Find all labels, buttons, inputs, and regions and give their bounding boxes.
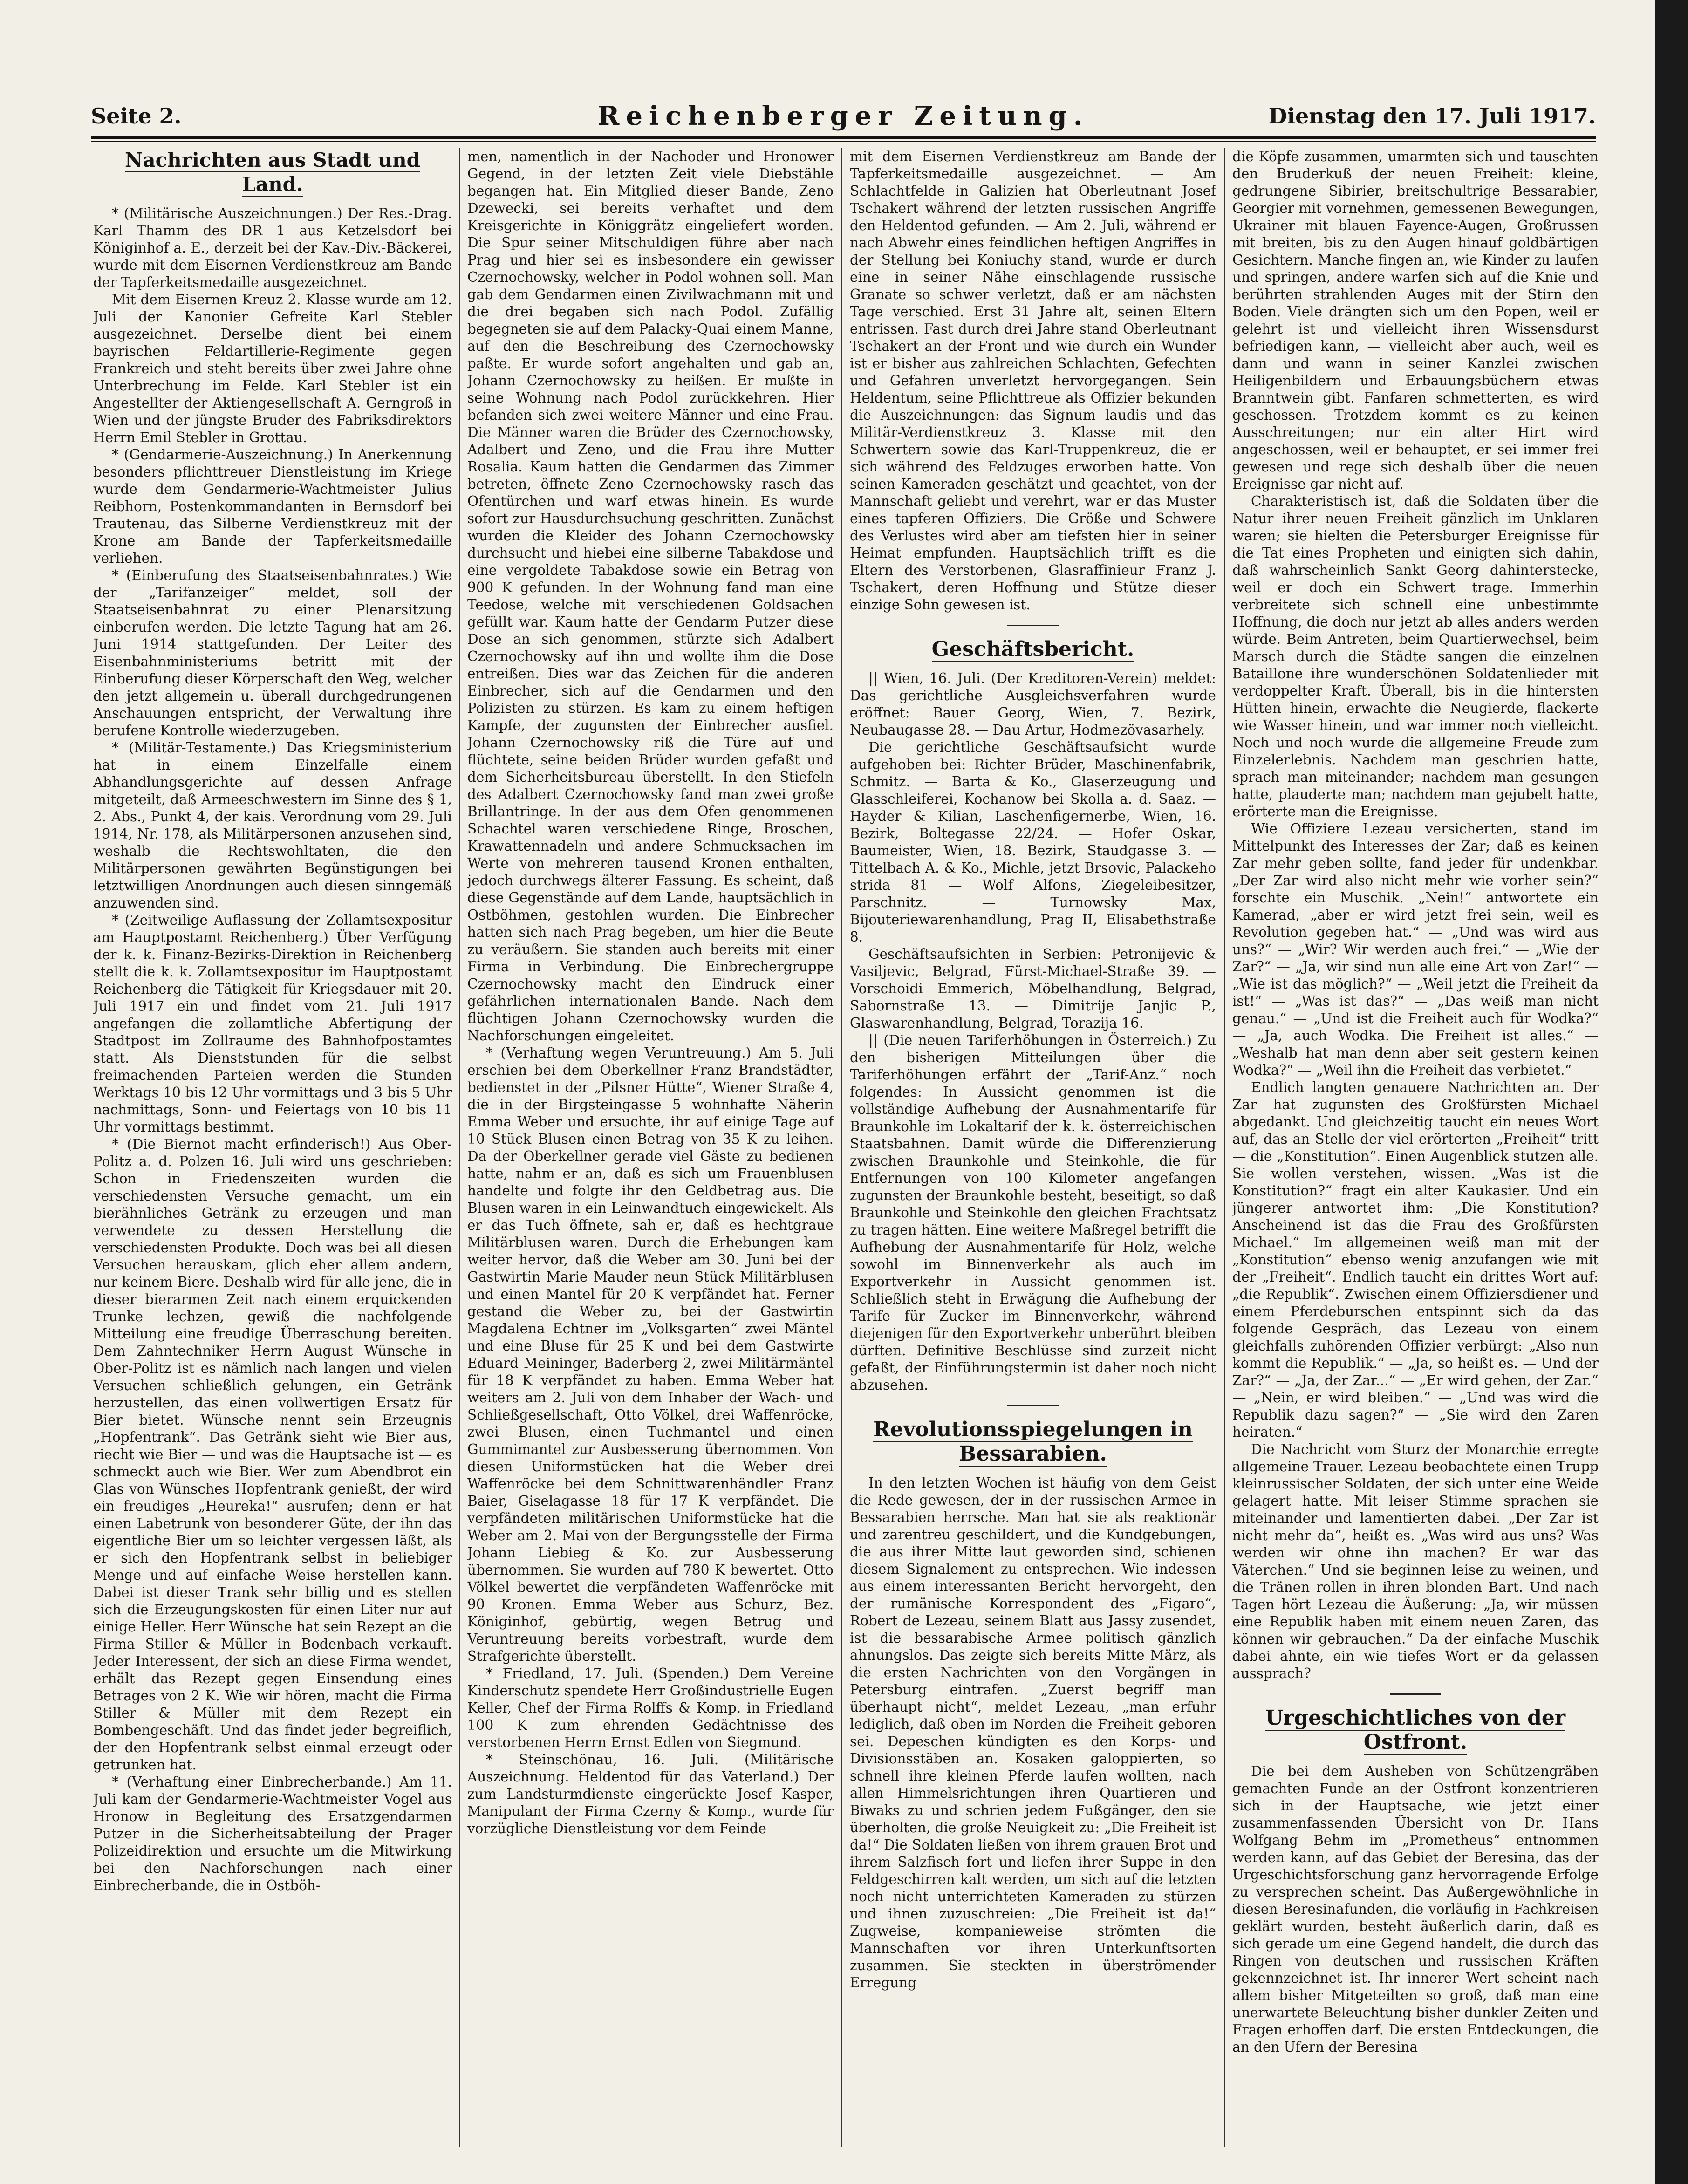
- column-divider: [1224, 148, 1225, 2147]
- column-divider: [459, 148, 460, 2147]
- article-paragraph: die Köpfe zusammen, umarmten sich und tauschten den Bruderkuß der neuen Freiheit: kleine, gedrungene Sibirier, breitschultrige Bessarabier, Georgier mit vornehmen, gemessenen Bewegungen, Ukrainer mit blauen Fayence-Augen, Großrussen mit breiten, bis zu den Augen hinauf goldbärtigen Gesichtern. Manche fingen an, wie Kinder zu laufen und springen, andere warfen sich auf die Knie und berührten strahlenden Auges mit der Stirn den Boden. Viele drängten sich um den Popen, weil er gelehrt ist und vielleicht ihren Wissensdurst befriedigen kann, — vielleicht aber auch, weil es dann und wann in seiner Kanzlei zwischen Heiligenbildern und Erbauungsbüchern etwas Branntwein gibt. Fanfaren schmetterten, es wird geschossen. Trotzdem kommt es zu keinen Ausschreitungen; nur ein alter Hirt wird angeschossen, weil er behauptet, er sei immer frei gewesen und rege sich deshalb über die neuen Ereignisse gar nicht auf.: [1232, 149, 1599, 492]
- article-paragraph: In den letzten Wochen ist häufig von dem Geist die Rede gewesen, der in der russischen Armee in Bessarabien herrsche. Man hat sie als reaktionär und zarentreu geschildert, und die Kundgebungen, die aus ihrer Mitte laut geworden sind, schienen diesem Signalement zu entsprechen. Wie indessen aus einem interessanten Bericht hervorgeht, den der rumänische Korrespondent des „Figaro“, Robert de Lezeau, seinem Blatt aus Jassy zusendet, ist die bessarabische Armee politisch gänzlich ahnungslos. Das zeigte sich bereits Mitte März, als die ersten Nachrichten von den Vorgängen in Petersburg eintrafen. „Zuerst begriff man überhaupt nicht“, meldet Lezeau, „man erfuhr lediglich, daß oben im Norden die Freiheit geboren sei. Depeschen kündigten es den Korps- und Divisionsstäben an. Kosaken galoppierten, so schnell ihre kleinen Pferde laufen wollten, nach allen Himmelsrichtungen ihren Quartieren und Biwaks zu und schrien jedem Fußgänger, den sie überholten, die große Neuigkeit zu: „Die Freiheit ist da!“ Die Soldaten ließen von ihrem grauen Brot und ihrem Salzfisch fort und liefen ihrer Suppe in den Feldgeschirren kalt werden, um sich auf die letzten noch nicht unterrichteten Kameraden zu stürzen und ihnen zuzuschreien: „Die Freiheit ist da!“ Zugweise, kompanieweise strömten die Mannschaften vor ihren Unterkunftsorten zusammen. Sie steckten in überströmender Erregung: [850, 1475, 1216, 1991]
- divider-rule: [1390, 1693, 1441, 1695]
- article-paragraph: || Wien, 16. Juli. (Der Kreditoren-Verein) meldet: Das gerichtliche Ausgleichsverfahren wurde eröffnet: Bauer Georg, Wien, 7. Bezirk, Neubaugasse 28. — Dau Artur, Hodmezövasarhely.: [850, 670, 1216, 738]
- article-paragraph: * (Einberufung des Staatseisenbahnrates.) Wie der „Tarifanzeiger“ meldet, soll der Staatseisenbahnrat zu einer Plenarsitzung einberufen werden. Die letzte Tagung hat am 26. Juni 1914 stattgefunden. Der Leiter des Eisenbahnministeriums betritt mit der Einberufung dieser Körperschaft den Weg, welcher den jetzt allgemein u. überall durchgedrungenen Anschauungen entspricht, der Verwaltung ihre berufene Kontrolle wiederzugeben.: [93, 567, 452, 738]
- article-paragraph: * (Verhaftung einer Einbrecherbande.) Am 11. Juli kam der Gendarmerie-Wachtmeister Vogel aus Hronow in Begleitung des Ersatzgendarmen Putzer in die Sicherheitsabteilung der Prager Polizeidirektion und ersuchte um die Mitwirkung bei den Nachforschungen nach einer Einbrecherbande, die in Ostböh-: [93, 1774, 452, 1893]
- article-paragraph: || (Die neuen Tariferhöhungen in Österreich.) Zu den bisherigen Mitteilungen über die Tariferhöhungen erfährt der „Tarif-Anz.“ noch folgendes: In Aussicht genommen ist die vollständige Aufhebung der Ausnahmentarife für Braunkohle im Lokaltarif der k. k. österreichischen Staatsbahnen. Damit würde die Differenzierung zwischen Braunkohle und Steinkohle, die für Entfernungen von 100 Kilometer angefangen zugunsten der Braunkohle besteht, beseitigt, so daß Braunkohle und Steinkohle den gleichen Frachtsatz zu tragen hätten. Eine weitere Maßregel betrifft die Aufhebung der Ausnahmentarife für Holz, welche sowohl im Binnenverkehr als auch im Exportverkehr in Aussicht genommen ist. Schließlich steht in Erwägung die Aufhebung der Tarife für Zucker im Binnenverkehr, während diejenigen für den Exportverkehr unberührt bleiben dürften. Definitive Beschlüsse sind zurzeit nicht gefaßt, der Einführungstermin ist daher noch nicht abzusehen.: [850, 1032, 1216, 1393]
- column-1: [93, 148, 452, 2151]
- article-paragraph: * (Gendarmerie-Auszeichnung.) In Anerkennung besonders pflichttreuer Dienstleistung im Kriege wurde dem Gendarmerie-Wachtmeister Julius Reibhorn, Postenkommandanten in Bernsdorf bei Trautenau, das Silberne Verdienstkreuz mit der Krone am Bande der Tapferkeitsmedaille verliehen.: [93, 447, 452, 566]
- article-paragraph: * (Militärische Auszeichnungen.) Der Res.-Drag. Karl Thamm des DR 1 aus Ketzelsdorf bei Königinhof a. E., derzeit bei der Kav.-Div.-Bäckerei, wurde mit dem Eisernen Verdienstkreuz am Bande der Tapferkeitsmedaille ausgezeichnet.: [93, 205, 452, 290]
- article-paragraph: Geschäftsaufsichten in Serbien: Petronijevic & Vasiljevic, Belgrad, Fürst-Michael-Straße 39. — Vorschoidi Emmerich, Möbelhandlung, Belgrad, Sabornstraße 13. — Dimitrije Janjic P., Glaswarenhandlung, Belgrad, Torazija 16.: [850, 946, 1216, 1031]
- header-rule-thin: [91, 141, 1596, 142]
- column-4: [1232, 148, 1599, 2151]
- issue-date: Dienstag den 17. Juli 1917.: [1268, 103, 1596, 129]
- article-paragraph: Die Nachricht vom Sturz der Monarchie erregte allgemeine Trauer. Lezeau beobachtete einen Trupp kleinrussischer Soldaten, der sich unter eine Weide gelagert hatte. Mit leiser Stimme sprachen sie miteinander und lamentierten dabei. „Der Zar ist nicht mehr da“, heißt es. „Was wird aus uns? Was werden wir ohne ihn machen? Er war das Väterchen.“ Und sie beginnen leise zu weinen, und die Tränen rollen in ihren blonden Bart. Und nach Tagen hört Lezeau die Äußerung: „Ja, wir müssen eine Republik haben mit einem neuen Zaren, das können wir gebrauchen.“ Da der einfache Muschik dabei ahnte, ein wie tiefes Wort er da gelassen aussprach?: [1232, 1441, 1599, 1681]
- header-rule: [91, 136, 1596, 139]
- divider-rule: [1007, 625, 1059, 626]
- section-heading: Nachrichten aus Stadt und Land.: [125, 149, 420, 196]
- article-paragraph: Charakteristisch ist, daß die Soldaten über die Natur ihrer neuen Freiheit gänzlich im Unklaren waren; sie hielten die Petersburger Ereignisse für die Tat eines Propheten und einigten sich dahin, daß wahrscheinlich Sankt Georg dahinterstecke, weil er doch ein Schwert trage. Immerhin verbreitete sich schnell eine unbestimmte Hoffnung, die doch nur jetzt ab alles anders werden würde. Beim Antreten, beim Quartierwechsel, beim Marsch durch die Städte sangen die einzelnen Bataillone ihre wunderschönen Soldatenlieder mit verdoppelter Kraft. Überall, bis in die hintersten Hütten hinein, erwachte die Neugierde, flackerte wie Wasser hinein, und war immer noch vielleicht. Noch und noch wurde die allgemeine Freude zum Einzelerlebnis. Nachdem man geschrien hatte, sprach man miteinander; nachdem man gesungen hatte, plauderte man; nachdem man gejubelt hatte, erörterte man die Ereignisse.: [1232, 493, 1599, 819]
- section-heading: Geschäftsbericht.: [931, 637, 1134, 661]
- divider-rule: [1007, 1405, 1059, 1406]
- article-paragraph: men, namentlich in der Nachoder und Hronower Gegend, in der letzten Zeit viele Diebstähle begangen hat. Ein Mitglied dieser Bande, Zeno Dzewecki, sei bereits verhaftet und dem Kreisgerichte in Königgrätz eingeliefert worden. Die Spur seiner Mitschuldigen führe aber nach Prag und hier sei es insbesondere ein gewisser Czernochowsky, welcher in Podol wohnen soll. Man gab dem Gendarmen einen Zivilwachmann mit und die drei begaben sich nach Podol. Zufällig begegneten sie auf dem Palacky-Quai einem Manne, auf den die Beschreibung des Czernochowsky paßte. Er wurde sofort angehalten und gab an, Johann Czernochowsky zu heißen. Er mußte in seine Wohnung nach Podol zurückkehren. Hier befanden sich zwei weitere Männer und eine Frau. Die Männer waren die Brüder des Czernochowsky, Adalbert und Zeno, und die Frau ihre Mutter Rosalia. Kaum hatten die Gendarmen das Zimmer betreten, öffnete Zeno Czernochowsky rasch das Ofentürchen und warf etwas hinein. Es wurde sofort zur Hausdurchsuchung geschritten. Zunächst wurden die Kleider des Johann Czernochowsky durchsucht und hiebei eine silberne Tabakdose und eine vergoldete Tabakdose sowie ein Betrag von 900 K gefunden. In der Wohnung fand man eine Teedose, welche mit verschiedenen Goldsachen gefüllt war. Kaum hatte der Gendarm Putzer diese Dose an sich genommen, stürzte sich Adalbert Czernochowsky auf ihn und wollte ihm die Dose entreißen. Dies war das Zeichen für die anderen Einbrecher, sich auf die Gendarmen und den Polizisten zu stürzen. Es kam zu einem heftigen Kampfe, der zugunsten der Einbrecher ausfiel. Johann Czernochowsky riß die Türe auf und flüchtete, seine beiden Brüder wurden gefaßt und dem Sicherheitsbureau überstellt. In den Stiefeln des Adalbert Czernochowsky fand man zwei große Brillantringe. In der aus dem Ofen genommenen Schachtel waren verschiedene Ringe, Broschen, Krawattennadeln und andere Schmucksachen im Werte von mehreren tausend Kronen enthalten, jedoch durchwegs älterer Fassung. Es scheint, daß diese Gegenstände auf dem Lande, hauptsächlich in Ostböhmen, gestohlen wurden. Die Einbrecher hatten sich nach Prag begeben, um hier die Beute zu veräußern. Sie standen auch bereits mit einer Firma in Verbindung. Die Einbrechergruppe Czernochowsky macht den Eindruck einer gefährlichen internationalen Bande. Nach dem flüchtigen Johann Czernochowsky wurden die Nachforschungen eingeleitet.: [467, 149, 834, 1044]
- scan-edge-shadow: [1655, 0, 1688, 2184]
- article-paragraph: Die gerichtliche Geschäftsaufsicht wurde aufgehoben bei: Richter Brüder, Maschinenfabrik, Schmitz. — Barta & Ko., Glaserzeugung und Glasschleiferei, Kochanow bei Skolla a. d. Saaz. — Hayder & Kilian, Laschenfigernerbe, Wien, 16. Bezirk, Boltegasse 22/24. — Hofer Oskar, Baumeister, Wien, 18. Bezirk, Staudgasse 3. — Tittelbach A. & Ko., Michle, jetzt Brsovic, Palackeho strida 81 — Wolf Alfons, Ziegeleibesitzer, Parschnitz. — Turnowsky Max, Bijouteriewarenhandlung, Prag II, Elisabethstraße 8.: [850, 739, 1216, 945]
- article-paragraph: Endlich langten genauere Nachrichten an. Der Zar hat zugunsten des Großfürsten Michael abgedankt. Und gleichzeitig taucht ein neues Wort auf, das an Stelle der viel erörterten „Freiheit“ tritt — die „Konstitution“. Einen Augenblick stutzen alle. Sie wollen verstehen, wissen. „Was ist die Konstitution?“ fragt ein alter Kaukasier. Und ein jüngerer antwortet ihm: „Die Konstitution? Anscheinend ist das die Frau des Großfürsten Michael.“ Im allgemeinen weiß man mit der „Konstitution“ ebenso wenig anzufangen wie mit der „Freiheit“. Endlich taucht ein drittes Wort auf: „die Republik“. Zwischen einem Offiziersdiener und einem Pferdeburschen entspinnt sich da das folgende Gespräch, das Lezeau von einem gleichfalls zuhörenden Offizier verbürgt: „Also nun kommt die Republik.“ — „Ja, so heißt es. — Und der Zar?“ — „Ja, der Zar...“ — „Er wird gehen, der Zar.“ — „Nein, er wird bleiben.“ — „Und was wird die Republik dazu sagen?“ — „Sie wird den Zaren heiraten.“: [1232, 1079, 1599, 1440]
- column-2: [467, 148, 834, 2151]
- newspaper-title: Reichenberger Zeitung.: [597, 101, 1089, 131]
- section-heading: Revolutionsspiegelungen in Bessarabien.: [873, 1418, 1193, 1466]
- article-paragraph: * Friedland, 17. Juli. (Spenden.) Dem Vereine Kinderschutz spendete Herr Großindustrielle Eugen Keller, Chef der Firma Rolffs & Komp. in Friedland 100 K zum ehrenden Gedächtnisse des verstorbenen Herrn Ernst Edlen von Siegmund.: [467, 1665, 834, 1750]
- masthead: [91, 103, 1596, 132]
- column-3: [850, 148, 1216, 2151]
- article-paragraph: mit dem Eisernen Verdienstkreuz am Bande der Tapferkeitsmedaille ausgezeichnet. — Am Schlachtfelde in Galizien hat Oberleutnant Josef Tschakert während der letzten russischen Angriffe den Heldentod gefunden. — Am 2. Juli, während er nach Abwehr eines feindlichen heftigen Angriffes in der Stellung bei Koniuchy stand, wurde er durch eine in seiner Nähe einschlagende russische Granate so schwer verletzt, daß er am nächsten Tage verschied. Erst 31 Jahre alt, seinen Eltern entrissen. Fast durch drei Jahre stand Oberleutnant Tschakert an der Front und wie durch ein Wunder ist er bisher aus zahlreichen Schlachten, Gefechten und Gefahren unverletzt hervorgegangen. Sein Heldentum, seine Pflichttreue als Offizier bekunden die Auszeichnungen: das Signum laudis und das Militär-Verdienstkreuz 3. Klasse mit den Schwertern sowie das Karl-Truppenkreuz, die er sich während des Feldzuges erworben hatte. Von seinen Kameraden geschätzt und geachtet, von der Mannschaft geliebt und verehrt, war er das Muster eines tapferen Offiziers. Die Größe und Schwere des Verlustes wird aber am tiefsten hier in seiner Heimat empfunden. Hauptsächlich trifft es die Eltern des Verstorbenen, Glasraffinieur Franz J. Tschakert, deren Hoffnung und Stütze dieser einzige Sohn gewesen ist.: [850, 149, 1216, 613]
- column-divider: [841, 148, 842, 2147]
- article-paragraph: * (Militär-Testamente.) Das Kriegsministerium hat in einem Einzelfalle einem Abhandlungsgerichte auf dessen Anfrage mitgeteilt, daß Armeeschwestern im Sinne des § 1, 2. Abs., Punkt 4, der kais. Verordnung vom 29. Juli 1914, Nr. 178, als Militärpersonen anzusehen sind, weshalb die Rechtswohltaten, die den Militärpersonen gewährten Begünstigungen bei letztwilligen Anordnungen auch diesen sinngemäß anzuwenden sind.: [93, 740, 452, 911]
- article-paragraph: * (Zeitweilige Auflassung der Zollamtsexpositur am Hauptpostamt Reichenberg.) Über Verfügung der k. k. Finanz-Bezirks-Direktion in Reichenberg stellt die k. k. Zollamtsexpositur im Hauptpostamt Reichenberg die Tätigkeit für Kriegsdauer mit 20. Juli 1917 ein und findet vom 21. Juli 1917 angefangen die zollamtliche Abfertigung der Stadtpost im Zollraume des Bahnhofpostamtes statt. Als Dienststunden für die selbst freimachenden Parteien werden die Stunden Werktags 10 bis 12 Uhr vormittags und 3 bis 5 Uhr nachmittags, Sonn- und Feiertags von 10 bis 11 Uhr vormittags bestimmt.: [93, 912, 452, 1135]
- article-paragraph: Die bei dem Ausheben von Schützengräben gemachten Funde an der Ostfront konzentrieren sich in der Hauptsache, wie jetzt einer zusammenfassenden Übersicht von Dr. Hans Wolfgang Behm im „Prometheus“ entnommen werden kann, auf das Gebiet der Beresina, das der Urgeschichtsforschung ganz hervorragende Erfolge zu versprechen scheint. Das Außergewöhnliche in diesen Beresinafunden, die vorläufig in Fachkreisen geklärt wurden, besteht äußerlich darin, daß es sich gerade um eine Gegend handelt, die durch das Ringen von deutschen und russischen Kräften gekennzeichnet ist. Ihr innerer Wert scheint nach allem bisher Mitgeteilten so groß, daß man eine unerwartete Beleuchtung bisher dunkler Zeiten und Fragen erhoffen darf. Die ersten Entdeckungen, die an den Ufern der Beresina: [1232, 1763, 1599, 2055]
- section-heading: Urgeschichtliches von der Ostfront.: [1265, 1706, 1566, 1754]
- article-paragraph: * Steinschönau, 16. Juli. (Militärische Auszeichnung. Heldentod für das Vaterland.) Der zum Landsturmdienste eingerückte Josef Kasper, Manipulant der Firma Czerny & Komp., wurde für vorzügliche Dienstleistung vor dem Feinde: [467, 1752, 834, 1836]
- article-paragraph: Wie Offiziere Lezeau versicherten, stand im Mittelpunkt des Interesses der Zar; daß es keinen Zar mehr geben sollte, fand jeder für undenkbar. „Der Zar wird also nicht mehr wie vorher sein?“ forschte ein Muschik. „Nein!“ antwortete ein Kamerad, „aber er wird jetzt frei sein, weil es Revolution gegeben hat.“ — „Und was wird aus uns?“ — „Wir? Wir werden auch frei.“ — „Wie der Zar?“ — „Ja, wir sind nun alle eine Art von Zar!“ — „Wie ist das möglich?“ — „Weil jetzt die Freiheit da ist!“ — „Was ist das?“ — „Das weiß man nicht genau.“ — „Und ist die Freiheit auch für Wodka?“ — „Ja, auch Wodka. Die Freiheit ist alles.“ — „Weshalb hat man denn aber seit gestern keinen Wodka?“ — „Weil ihn die Freiheit das verbietet.“: [1232, 821, 1599, 1078]
- article-paragraph: * (Die Biernot macht erfinderisch!) Aus Ober-Politz a. d. Polzen 16. Juli wird uns geschrieben: Schon in Friedenszeiten wurden die verschiedensten Versuche gemacht, um ein bierähnliches Getränk zu erzeugen und man verwendete zu dessen Herstellung die verschiedensten Produkte. Doch was bei all diesen Versuchen herauskam, glich eher allem andern, nur keinem Biere. Deshalb wird für alle jene, die in dieser bierarmen Zeit nach einem erquickenden Trunke lechzen, gewiß die nachfolgende Mitteilung eine freudige Überraschung bereiten. Dem Zahntechniker Herrn August Wünsche in Ober-Politz ist es nämlich nach langen und vielen Versuchen schließlich gelungen, ein Getränk herzustellen, das einen vollwertigen Ersatz für Bier bietet. Wünsche nennt sein Erzeugnis „Hopfentrank“. Das Getränk sieht wie Bier aus, riecht wie Bier — und was die Hauptsache ist — es schmeckt auch wie Bier. Wer zum Abendbrot ein Glas von Wünsches Hopfentrank genießt, der wird ein freudiges „Heureka!“ ausrufen; denn er hat einen Labetrunk von besonderer Güte, der ihn das eigentliche Bier um so leichter vergessen läßt, als er sich den Hopfentrank selbst in beliebiger Menge und auf einfache Weise herstellen kann. Dabei ist dieser Trank sehr billig und es stellen sich die Erzeugungskosten für einen Liter nur auf einige Heller. Herr Wünsche hat sein Rezept an die Firma Stiller & Müller in Bodenbach verkauft. Jeder Interessent, der sich an diese Firma wendet, erhält das Rezept gegen Einsendung eines Betrages von 2 K. Wie wir hören, macht die Firma Stiller & Müller mit dem Rezept ein Bombengeschäft. Und das findet jeder begreiflich, der den Hopfentrank selbst einmal erzeugt oder getrunken hat.: [93, 1136, 452, 1773]
- page-label: Seite 2.: [91, 103, 182, 129]
- article-paragraph: Mit dem Eisernen Kreuz 2. Klasse wurde am 12. Juli der Kanonier Gefreite Karl Stebler ausgezeichnet. Derselbe dient bei einem bayrischen Feldartillerie-Regimente gegen Frankreich und steht bereits über zwei Jahre ohne Unterbrechung im Felde. Karl Stebler ist ein Angestellter der Aktiengesellschaft A. Gerngroß in Wien und der jüngste Bruder des Fabriksdirektors Herrn Emil Stebler in Grottau.: [93, 292, 452, 445]
- article-paragraph: * (Verhaftung wegen Veruntreuung.) Am 5. Juli erschien bei dem Oberkellner Franz Brandstädter, bedienstet in der „Pilsner Hütte“, Wiener Straße 4, die in der Birgsteingasse 5 wohnhafte Näherin Emma Weber und ersuchte, ihr auf einige Tage auf 10 Stück Blusen einen Betrag von 35 K zu leihen. Da der Oberkellner gerade viel Gäste zu bedienen hatte, nahm er an, daß es sich um Frauenblusen handelte und folgte ihr den Geldbetrag aus. Die Blusen waren in ein Leinwandtuch eingewickelt. Als er das Tuch öffnete, sah er, daß es hechtgraue Militärblusen waren. Durch die Erhebungen kam weiter hervor, daß die Weber am 30. Juni bei der Gastwirtin Marie Mauder neun Stück Militärblusen und einen Mantel für 20 K verpfändet hat. Ferner gestand die Weber zu, bei der Gastwirtin Magdalena Echtner im „Volksgarten“ zwei Mäntel und eine Bluse für 25 K und bei dem Gastwirte Eduard Meininger, Baderberg 2, zwei Militärmäntel für 18 K verpfändet zu haben. Emma Weber hat weiters am 2. Juli von dem Inhaber der Wach- und Schließgesellschaft, Otto Völkel, drei Waffenröcke, zwei Blusen, einen Tuchmantel und einen Gummimantel zur Ausbesserung übernommen. Von diesen Uniformstücken hat die Weber drei Waffenröcke bei dem Schnittwarenhändler Franz Baier, Giselagasse 18 für 17 K verpfändet. Die verpfändeten militärischen Uniformstücke hat die Weber am 2. Mai von der Bergungsstelle der Firma Johann Liebieg & Ko. zur Ausbesserung übernommen. Sie wurden auf 780 K bewertet. Otto Völkel bewertet die verpfändeten Waffenröcke mit 90 Kronen. Emma Weber aus Schurz, Bez. Königinhof, gebürtig, wegen Betrug und Veruntreuung bereits vorbestraft, wurde dem Strafgerichte überstellt.: [467, 1045, 834, 1664]
